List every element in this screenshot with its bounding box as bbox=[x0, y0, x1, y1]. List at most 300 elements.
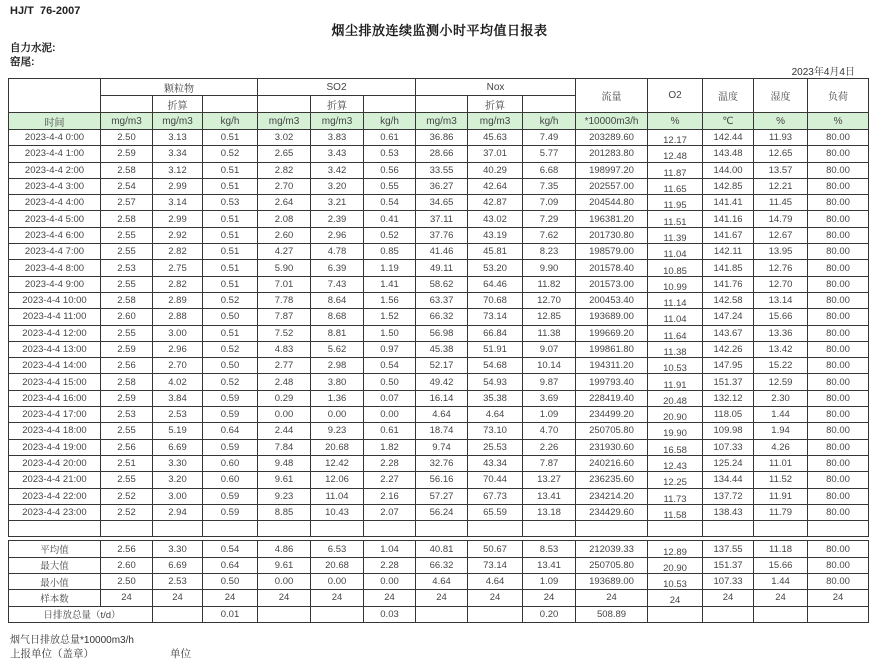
value-cell: 4.02 bbox=[153, 374, 203, 390]
value-cell: 2.99 bbox=[153, 211, 203, 227]
table-row bbox=[9, 504, 869, 520]
value-cell: 5.19 bbox=[153, 423, 203, 439]
value-cell: 0.51 bbox=[203, 211, 258, 227]
value-cell: 201573.00 bbox=[576, 276, 648, 292]
value-cell: 11.04 bbox=[648, 244, 703, 260]
summary-value-cell: 0.00 bbox=[311, 574, 364, 590]
value-cell: 2.89 bbox=[153, 292, 203, 308]
summary-value-cell: 24 bbox=[416, 590, 468, 606]
value-cell: 6.68 bbox=[523, 162, 576, 178]
time-cell: 2023-4-4 16:00 bbox=[9, 390, 101, 406]
value-cell: 0.59 bbox=[203, 407, 258, 423]
table-row bbox=[9, 439, 869, 455]
unit-cell: *10000m3/h bbox=[576, 113, 648, 130]
value-cell: 2.53 bbox=[101, 407, 153, 423]
value-cell: 73.14 bbox=[468, 309, 523, 325]
value-cell: 0.51 bbox=[203, 178, 258, 194]
time-column-header: 时间 bbox=[9, 113, 101, 130]
summary-value-cell: 1.44 bbox=[754, 574, 808, 590]
daily-total-label: 日排放总量（t/d） bbox=[9, 606, 153, 622]
summary-label: 样本数 bbox=[9, 590, 101, 606]
summary-value-cell: 24 bbox=[523, 590, 576, 606]
value-cell: 13.41 bbox=[523, 488, 576, 504]
value-cell: 2.70 bbox=[258, 178, 311, 194]
table-row bbox=[9, 244, 869, 260]
summary-value-cell: 3.30 bbox=[153, 541, 203, 557]
col-group-particulate: 颗粒物 bbox=[101, 79, 258, 96]
value-cell: 10.14 bbox=[523, 358, 576, 374]
value-cell: 5.62 bbox=[311, 341, 364, 357]
summary-value-cell: 24 bbox=[203, 590, 258, 606]
value-cell: 35.38 bbox=[468, 390, 523, 406]
value-cell: 1.41 bbox=[364, 276, 416, 292]
value-cell: 43.02 bbox=[468, 211, 523, 227]
table-row bbox=[9, 195, 869, 211]
value-cell: 0.41 bbox=[364, 211, 416, 227]
value-cell: 2.08 bbox=[258, 211, 311, 227]
value-cell: 1.19 bbox=[364, 260, 416, 276]
value-cell: 11.64 bbox=[648, 325, 703, 341]
value-cell: 3.34 bbox=[153, 146, 203, 162]
unit-cell: mg/m3 bbox=[311, 113, 364, 130]
value-cell: 36.86 bbox=[416, 130, 468, 146]
daily-total-value-cell: 508.89 bbox=[576, 606, 648, 622]
blank-cell bbox=[9, 521, 101, 537]
value-cell: 52.17 bbox=[416, 358, 468, 374]
daily-total-value-cell bbox=[703, 606, 754, 622]
value-cell: 0.52 bbox=[203, 146, 258, 162]
value-cell: 0.00 bbox=[311, 407, 364, 423]
value-cell: 12.67 bbox=[754, 227, 808, 243]
value-cell: 56.24 bbox=[416, 504, 468, 520]
summary-value-cell: 1.09 bbox=[523, 574, 576, 590]
value-cell: 240216.60 bbox=[576, 455, 648, 471]
time-cell: 2023-4-4 0:00 bbox=[9, 130, 101, 146]
value-cell: 2.58 bbox=[101, 292, 153, 308]
value-cell: 4.64 bbox=[416, 407, 468, 423]
value-cell: 9.74 bbox=[416, 439, 468, 455]
summary-value-cell: 4.64 bbox=[416, 574, 468, 590]
value-cell: 2.94 bbox=[153, 504, 203, 520]
unit-cell: mg/m3 bbox=[258, 113, 311, 130]
value-cell: 134.44 bbox=[703, 472, 754, 488]
value-cell: 7.52 bbox=[258, 325, 311, 341]
value-cell: 11.91 bbox=[648, 374, 703, 390]
report-date: 2023年4月4日 bbox=[791, 67, 855, 78]
value-cell: 12.76 bbox=[754, 260, 808, 276]
value-cell: 0.56 bbox=[364, 162, 416, 178]
time-cell: 2023-4-4 20:00 bbox=[9, 455, 101, 471]
flow-total-note: 烟气日排放总量*10000m3/h bbox=[10, 635, 134, 646]
summary-value-cell: 24 bbox=[153, 590, 203, 606]
report-table bbox=[8, 78, 869, 623]
value-cell: 118.05 bbox=[703, 407, 754, 423]
value-cell: 80.00 bbox=[808, 504, 869, 520]
summary-label: 最小值 bbox=[9, 574, 101, 590]
value-cell: 7.43 bbox=[311, 276, 364, 292]
value-cell: 11.65 bbox=[648, 178, 703, 194]
value-cell: 11.95 bbox=[648, 195, 703, 211]
value-cell: 66.32 bbox=[416, 309, 468, 325]
summary-value-cell: 24 bbox=[101, 590, 153, 606]
value-cell: 2.55 bbox=[101, 472, 153, 488]
summary-value-cell: 24 bbox=[576, 590, 648, 606]
blank-cell bbox=[703, 521, 754, 537]
value-cell: 137.72 bbox=[703, 488, 754, 504]
table-row bbox=[9, 211, 869, 227]
value-cell: 9.23 bbox=[258, 488, 311, 504]
value-cell: 2.52 bbox=[101, 488, 153, 504]
value-cell: 0.97 bbox=[364, 341, 416, 357]
value-cell: 201283.80 bbox=[576, 146, 648, 162]
time-cell: 2023-4-4 17:00 bbox=[9, 407, 101, 423]
value-cell: 20.68 bbox=[311, 439, 364, 455]
unit-cell: kg/h bbox=[203, 113, 258, 130]
summary-value-cell: 6.53 bbox=[311, 541, 364, 557]
time-cell: 2023-4-4 1:00 bbox=[9, 146, 101, 162]
table-row bbox=[9, 390, 869, 406]
summary-value-cell: 0.54 bbox=[203, 541, 258, 557]
value-cell: 236235.60 bbox=[576, 472, 648, 488]
summary-value-cell: 40.81 bbox=[416, 541, 468, 557]
summary-value-cell: 0.00 bbox=[258, 574, 311, 590]
summary-value-cell: 24 bbox=[364, 590, 416, 606]
value-cell: 11.93 bbox=[754, 130, 808, 146]
table-row bbox=[9, 423, 869, 439]
value-cell: 2.39 bbox=[311, 211, 364, 227]
value-cell: 4.78 bbox=[311, 244, 364, 260]
value-cell: 1.50 bbox=[364, 325, 416, 341]
value-cell: 2.48 bbox=[258, 374, 311, 390]
value-cell: 11.01 bbox=[754, 455, 808, 471]
value-cell: 0.50 bbox=[203, 309, 258, 325]
daily-total-value-cell: 0.01 bbox=[203, 606, 258, 622]
standard-code: HJ/T 76-2007 bbox=[10, 5, 81, 17]
value-cell: 0.61 bbox=[364, 130, 416, 146]
value-cell: 11.14 bbox=[648, 292, 703, 308]
value-cell: 2.07 bbox=[364, 504, 416, 520]
value-cell: 28.66 bbox=[416, 146, 468, 162]
value-cell: 80.00 bbox=[808, 374, 869, 390]
table-row bbox=[9, 488, 869, 504]
value-cell: 13.18 bbox=[523, 504, 576, 520]
value-cell: 0.59 bbox=[203, 439, 258, 455]
value-cell: 32.76 bbox=[416, 455, 468, 471]
value-cell: 80.00 bbox=[808, 146, 869, 162]
value-cell: 9.23 bbox=[311, 423, 364, 439]
value-cell: 2.52 bbox=[101, 504, 153, 520]
time-cell: 2023-4-4 10:00 bbox=[9, 292, 101, 308]
value-cell: 8.85 bbox=[258, 504, 311, 520]
value-cell: 3.20 bbox=[153, 472, 203, 488]
value-cell: 13.27 bbox=[523, 472, 576, 488]
value-cell: 0.85 bbox=[364, 244, 416, 260]
summary-value-cell: 1.04 bbox=[364, 541, 416, 557]
value-cell: 14.79 bbox=[754, 211, 808, 227]
value-cell: 7.84 bbox=[258, 439, 311, 455]
value-cell: 201578.40 bbox=[576, 260, 648, 276]
table-row bbox=[9, 130, 869, 146]
value-cell: 73.10 bbox=[468, 423, 523, 439]
value-cell: 2.50 bbox=[101, 130, 153, 146]
value-cell: 40.29 bbox=[468, 162, 523, 178]
value-cell: 11.73 bbox=[648, 488, 703, 504]
value-cell: 20.48 bbox=[648, 390, 703, 406]
summary-row bbox=[9, 574, 869, 590]
value-cell: 65.59 bbox=[468, 504, 523, 520]
value-cell: 1.94 bbox=[754, 423, 808, 439]
value-cell: 13.42 bbox=[754, 341, 808, 357]
value-cell: 199861.80 bbox=[576, 341, 648, 357]
value-cell: 11.87 bbox=[648, 162, 703, 178]
summary-value-cell: 20.90 bbox=[648, 557, 703, 573]
value-cell: 4.83 bbox=[258, 341, 311, 357]
summary-value-cell: 2.56 bbox=[101, 541, 153, 557]
value-cell: 3.00 bbox=[153, 325, 203, 341]
value-cell: 9.07 bbox=[523, 341, 576, 357]
col-header-o2: O2 bbox=[648, 79, 703, 113]
value-cell: 234499.20 bbox=[576, 407, 648, 423]
value-cell: 11.79 bbox=[754, 504, 808, 520]
value-cell: 10.85 bbox=[648, 260, 703, 276]
value-cell: 2.65 bbox=[258, 146, 311, 162]
page-title: 烟尘排放连续监测小时平均值日报表 bbox=[331, 23, 548, 38]
value-cell: 2.58 bbox=[101, 162, 153, 178]
table-row bbox=[9, 325, 869, 341]
summary-value-cell: 24 bbox=[311, 590, 364, 606]
reporting-unit-label: 上报单位（盖章） bbox=[10, 648, 94, 660]
group-header-row bbox=[9, 79, 869, 96]
summary-value-cell: 2.60 bbox=[101, 557, 153, 573]
value-cell: 0.54 bbox=[364, 358, 416, 374]
value-cell: 33.55 bbox=[416, 162, 468, 178]
value-cell: 12.21 bbox=[754, 178, 808, 194]
company-label: 自力水泥: bbox=[10, 42, 56, 54]
value-cell: 11.45 bbox=[754, 195, 808, 211]
summary-value-cell: 2.53 bbox=[153, 574, 203, 590]
value-cell: 4.70 bbox=[523, 423, 576, 439]
value-cell: 199669.20 bbox=[576, 325, 648, 341]
value-cell: 2.64 bbox=[258, 195, 311, 211]
summary-value-cell: 13.41 bbox=[523, 557, 576, 573]
table-row bbox=[9, 146, 869, 162]
value-cell: 56.98 bbox=[416, 325, 468, 341]
value-cell: 63.37 bbox=[416, 292, 468, 308]
value-cell: 2.77 bbox=[258, 358, 311, 374]
value-cell: 107.33 bbox=[703, 439, 754, 455]
value-cell: 12.85 bbox=[523, 309, 576, 325]
time-cell: 2023-4-4 2:00 bbox=[9, 162, 101, 178]
value-cell: 0.61 bbox=[364, 423, 416, 439]
value-cell: 2.55 bbox=[101, 244, 153, 260]
summary-value-cell: 107.33 bbox=[703, 574, 754, 590]
summary-value-cell: 250705.80 bbox=[576, 557, 648, 573]
value-cell: 37.76 bbox=[416, 227, 468, 243]
value-cell: 2.60 bbox=[101, 309, 153, 325]
value-cell: 0.59 bbox=[203, 390, 258, 406]
value-cell: 11.58 bbox=[648, 504, 703, 520]
value-cell: 49.11 bbox=[416, 260, 468, 276]
value-cell: 19.90 bbox=[648, 423, 703, 439]
value-cell: 147.95 bbox=[703, 358, 754, 374]
summary-value-cell: 6.69 bbox=[153, 557, 203, 573]
time-cell: 2023-4-4 11:00 bbox=[9, 309, 101, 325]
value-cell: 7.01 bbox=[258, 276, 311, 292]
value-cell: 3.21 bbox=[311, 195, 364, 211]
value-cell: 56.16 bbox=[416, 472, 468, 488]
col-header-flow: 流量 bbox=[576, 79, 648, 113]
summary-value-cell: 151.37 bbox=[703, 557, 754, 573]
value-cell: 80.00 bbox=[808, 260, 869, 276]
value-cell: 142.26 bbox=[703, 341, 754, 357]
unit-cell: % bbox=[754, 113, 808, 130]
value-cell: 234214.20 bbox=[576, 488, 648, 504]
value-cell: 1.82 bbox=[364, 439, 416, 455]
time-cell: 2023-4-4 15:00 bbox=[9, 374, 101, 390]
converted-header: 折算 bbox=[468, 96, 523, 113]
summary-row bbox=[9, 590, 869, 606]
value-cell: 203289.60 bbox=[576, 130, 648, 146]
summary-value-cell: 2.28 bbox=[364, 557, 416, 573]
time-cell: 2023-4-4 8:00 bbox=[9, 260, 101, 276]
value-cell: 2.96 bbox=[311, 227, 364, 243]
value-cell: 11.82 bbox=[523, 276, 576, 292]
value-cell: 37.11 bbox=[416, 211, 468, 227]
time-cell: 2023-4-4 7:00 bbox=[9, 244, 101, 260]
value-cell: 1.56 bbox=[364, 292, 416, 308]
value-cell: 0.50 bbox=[364, 374, 416, 390]
value-cell: 3.84 bbox=[153, 390, 203, 406]
summary-value-cell: 80.00 bbox=[808, 574, 869, 590]
value-cell: 141.76 bbox=[703, 276, 754, 292]
value-cell: 13.57 bbox=[754, 162, 808, 178]
value-cell: 7.35 bbox=[523, 178, 576, 194]
daily-total-value-cell bbox=[754, 606, 808, 622]
summary-value-cell: 4.86 bbox=[258, 541, 311, 557]
value-cell: 3.43 bbox=[311, 146, 364, 162]
value-cell: 42.64 bbox=[468, 178, 523, 194]
value-cell: 3.30 bbox=[153, 455, 203, 471]
summary-value-cell: 73.14 bbox=[468, 557, 523, 573]
value-cell: 125.24 bbox=[703, 455, 754, 471]
summary-value-cell: 24 bbox=[703, 590, 754, 606]
summary-label: 平均值 bbox=[9, 541, 101, 557]
blank-cell bbox=[808, 521, 869, 537]
value-cell: 0.59 bbox=[203, 488, 258, 504]
value-cell: 12.25 bbox=[648, 472, 703, 488]
value-cell: 194311.20 bbox=[576, 358, 648, 374]
value-cell: 70.68 bbox=[468, 292, 523, 308]
unit-cell: mg/m3 bbox=[153, 113, 203, 130]
value-cell: 7.29 bbox=[523, 211, 576, 227]
value-cell: 0.51 bbox=[203, 227, 258, 243]
value-cell: 141.16 bbox=[703, 211, 754, 227]
unit-cell: % bbox=[808, 113, 869, 130]
summary-value-cell: 80.00 bbox=[808, 541, 869, 557]
value-cell: 11.04 bbox=[311, 488, 364, 504]
summary-value-cell: 193689.00 bbox=[576, 574, 648, 590]
value-cell: 3.02 bbox=[258, 130, 311, 146]
value-cell: 43.34 bbox=[468, 455, 523, 471]
value-cell: 234429.60 bbox=[576, 504, 648, 520]
value-cell: 228419.40 bbox=[576, 390, 648, 406]
value-cell: 2.56 bbox=[101, 439, 153, 455]
value-cell: 7.49 bbox=[523, 130, 576, 146]
value-cell: 2.51 bbox=[101, 455, 153, 471]
value-cell: 16.14 bbox=[416, 390, 468, 406]
value-cell: 80.00 bbox=[808, 211, 869, 227]
unit-cell: mg/m3 bbox=[416, 113, 468, 130]
value-cell: 51.91 bbox=[468, 341, 523, 357]
value-cell: 3.12 bbox=[153, 162, 203, 178]
summary-value-cell: 24 bbox=[754, 590, 808, 606]
value-cell: 2.30 bbox=[754, 390, 808, 406]
value-cell: 80.00 bbox=[808, 455, 869, 471]
time-cell: 2023-4-4 6:00 bbox=[9, 227, 101, 243]
value-cell: 12.42 bbox=[311, 455, 364, 471]
value-cell: 11.51 bbox=[648, 211, 703, 227]
value-cell: 42.87 bbox=[468, 195, 523, 211]
value-cell: 54.93 bbox=[468, 374, 523, 390]
value-cell: 80.00 bbox=[808, 439, 869, 455]
col-group-nox: Nox bbox=[416, 79, 576, 96]
summary-value-cell: 137.55 bbox=[703, 541, 754, 557]
value-cell: 141.85 bbox=[703, 260, 754, 276]
summary-value-cell: 11.18 bbox=[754, 541, 808, 557]
value-cell: 142.11 bbox=[703, 244, 754, 260]
value-cell: 2.54 bbox=[101, 178, 153, 194]
time-cell: 2023-4-4 5:00 bbox=[9, 211, 101, 227]
value-cell: 2.53 bbox=[153, 407, 203, 423]
table-row bbox=[9, 455, 869, 471]
value-cell: 54.68 bbox=[468, 358, 523, 374]
value-cell: 80.00 bbox=[808, 423, 869, 439]
summary-value-cell: 8.53 bbox=[523, 541, 576, 557]
value-cell: 0.00 bbox=[258, 407, 311, 423]
value-cell: 67.73 bbox=[468, 488, 523, 504]
blank-cell bbox=[364, 96, 416, 113]
col-header-temperature: 温度 bbox=[703, 79, 754, 113]
value-cell: 2.75 bbox=[153, 260, 203, 276]
value-cell: 0.51 bbox=[203, 244, 258, 260]
value-cell: 0.55 bbox=[364, 178, 416, 194]
value-cell: 9.48 bbox=[258, 455, 311, 471]
value-cell: 43.19 bbox=[468, 227, 523, 243]
value-cell: 2.16 bbox=[364, 488, 416, 504]
col-header-load: 负荷 bbox=[808, 79, 869, 113]
blank-cell bbox=[416, 521, 468, 537]
value-cell: 2.58 bbox=[101, 211, 153, 227]
unit-cell: mg/m3 bbox=[468, 113, 523, 130]
value-cell: 2.59 bbox=[101, 146, 153, 162]
table-row bbox=[9, 407, 869, 423]
value-cell: 3.83 bbox=[311, 130, 364, 146]
time-cell: 2023-4-4 4:00 bbox=[9, 195, 101, 211]
value-cell: 80.00 bbox=[808, 488, 869, 504]
col-header-humidity: 湿度 bbox=[754, 79, 808, 113]
daily-total-value-cell bbox=[416, 606, 468, 622]
value-cell: 0.51 bbox=[203, 276, 258, 292]
value-cell: 0.50 bbox=[203, 358, 258, 374]
summary-value-cell: 24 bbox=[808, 590, 869, 606]
blank-cell bbox=[101, 96, 153, 113]
value-cell: 231930.60 bbox=[576, 439, 648, 455]
summary-value-cell: 24 bbox=[648, 590, 703, 606]
value-cell: 11.04 bbox=[648, 309, 703, 325]
value-cell: 53.20 bbox=[468, 260, 523, 276]
summary-value-cell: 50.67 bbox=[468, 541, 523, 557]
blank-cell bbox=[101, 521, 153, 537]
